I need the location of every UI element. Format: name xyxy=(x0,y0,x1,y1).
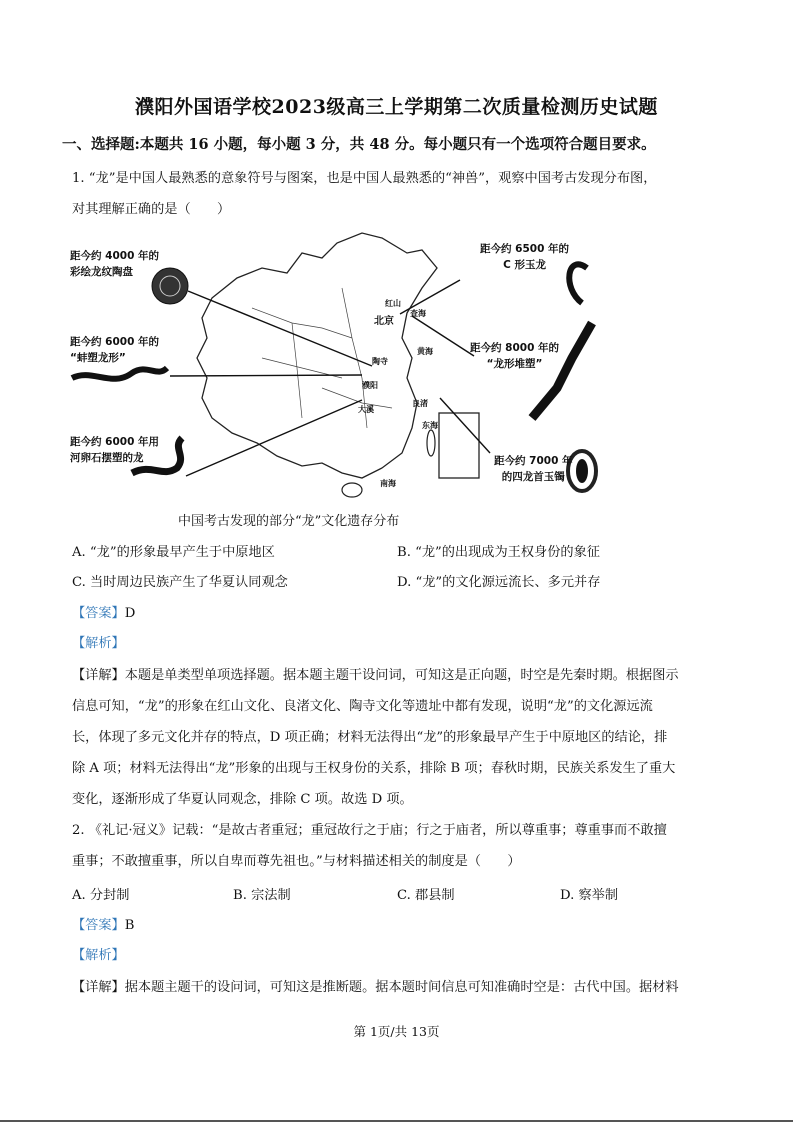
place-taosi: 陶寺 xyxy=(372,357,388,366)
clamshell-dragon-icon xyxy=(72,368,167,379)
detail-tag: 【详解】 xyxy=(72,668,125,683)
label-line: 距今约 8000 年的 xyxy=(470,342,560,354)
q1-detail-line-2: 信息可知，“龙”的形象在红山文化、良渚文化、陶寺文化等遗址中都有发现，说明“龙”的文化源远流 xyxy=(72,699,653,714)
question-1-stem-line2: 对其理解正确的是（ ） xyxy=(72,202,231,217)
detail-text: 本题是单类型单项选择题。据本题主题干设问词，可知这是正向题，时空是先秦时期。根据图示 xyxy=(124,668,679,683)
label-pottery-plate xyxy=(70,248,159,280)
question-2-stem-line2: 重事；不敢擅重事，所以自卑而尊先祖也。”与材料描述相关的制度是（ ） xyxy=(72,854,521,869)
country-border xyxy=(197,233,437,478)
label-mound-dragon xyxy=(470,340,559,372)
label-line: “龙形堆塑” xyxy=(486,358,543,370)
place-liangzhu: 良渚 xyxy=(412,399,428,408)
south-sea-inset xyxy=(439,413,479,478)
detail-tag: 【详解】 xyxy=(72,980,125,995)
q1-detail-line-5: 变化，逐渐形成了华夏认同观念，排除 C 项。故选 D 项。 xyxy=(72,792,413,807)
label-line: 距今约 6000 年的 xyxy=(70,336,160,348)
answer-value: B xyxy=(124,918,135,933)
q2-detail-line-1 xyxy=(72,972,732,1003)
label-jade-bracelet xyxy=(494,453,573,485)
label-line: 的四龙首玉镯 xyxy=(501,471,565,483)
label-c-jade-dragon xyxy=(480,241,569,273)
figure-caption: 中国考古发现的部分“龙”文化遗存分布 xyxy=(178,514,400,529)
q2-option-d: D. 察举制 xyxy=(560,888,619,903)
place-daxi: 大溪 xyxy=(358,405,374,414)
question-2-stem-line1: 2. 《礼记·冠义》记载：“是故古者重冠；重冠故行之于庙；行之于庙者，所以尊重事；尊重事而不敢擅 xyxy=(72,823,667,838)
answer-tag: 【答案】 xyxy=(72,606,125,621)
c-jade-dragon-icon xyxy=(569,264,587,303)
label-line: 距今约 6000 年用 xyxy=(70,436,160,448)
q2-option-b: B. 宗法制 xyxy=(233,888,291,903)
answer-value: D xyxy=(124,606,136,621)
q1-option-a: A. “龙”的形象最早产生于中原地区 xyxy=(72,545,275,560)
label-clamshell-dragon xyxy=(70,334,159,366)
label-line: “蚌塑龙形” xyxy=(70,352,126,364)
place-east-sea: 东海 xyxy=(422,421,438,430)
hainan-island xyxy=(342,483,362,497)
q2-option-a: A. 分封制 xyxy=(72,888,130,903)
q2-option-c: C. 郡县制 xyxy=(397,888,455,903)
place-south-sea: 南海 xyxy=(380,479,396,488)
place-hongshan: 红山 xyxy=(385,299,401,308)
label-line: 距今约 7000 年 xyxy=(494,455,573,467)
answer-tag: 【答案】 xyxy=(72,918,125,933)
dragon-distribution-map xyxy=(62,228,622,508)
q2-analysis-tag: 【解析】 xyxy=(72,948,125,963)
q1-analysis-tag: 【解析】 xyxy=(72,636,125,651)
q1-detail-line-4: 除 A 项；材料无法得出“龙”形象的出现与王权身份的关系，排除 B 项；春秋时期，民族关系发生了重大 xyxy=(72,761,676,776)
q1-answer xyxy=(72,598,732,629)
page-title: 濮阳外国语学校2023级高三上学期第二次质量检测历史试题 xyxy=(135,96,658,118)
label-line: 彩绘龙纹陶盘 xyxy=(70,266,133,278)
taiwan-island xyxy=(427,430,435,456)
question-1-stem-line1: 1. “龙”是中国人最熟悉的意象符号与图案，也是中国人最熟悉的“神兽”，观察中国考古发现分布图， xyxy=(72,171,657,186)
label-pebble-dragon xyxy=(70,434,159,466)
place-puyang: 濮阳 xyxy=(362,381,378,390)
section-heading: 一、选择题:本题共 16 小题，每小题 3 分，共 48 分。每小题只有一个选项符合题目要求。 xyxy=(62,136,656,153)
q1-option-c: C. 当时周边民族产生了华夏认同观念 xyxy=(72,575,288,590)
q2-answer xyxy=(72,910,732,941)
page-number: 第 1页/共 13页 xyxy=(353,1024,440,1039)
q1-option-d: D. “龙”的文化源远流长、多元并存 xyxy=(397,575,601,590)
detail-text: 据本题主题干的设问词，可知这是推断题。据本题时间信息可知准确时空是：古代中国。据材料 xyxy=(124,980,679,995)
q1-detail-line-1 xyxy=(72,660,732,691)
place-yellow-sea: 黄海 xyxy=(417,347,433,356)
q1-detail-line-3: 长，体现了多元文化并存的特点，D 项正确；材料无法得出“龙”的形象最早产生于中原地区的结论，排 xyxy=(72,730,668,745)
label-line: 距今约 6500 年的 xyxy=(480,243,570,255)
label-line: 河卵石摆塑的龙 xyxy=(70,452,144,464)
q1-option-b: B. “龙”的出现成为王权身份的象征 xyxy=(397,545,600,560)
place-chahai: 查海 xyxy=(410,309,426,318)
place-beijing: 北京 xyxy=(374,316,394,327)
label-line: C 形玉龙 xyxy=(503,259,546,271)
label-line: 距今约 4000 年的 xyxy=(70,250,160,262)
